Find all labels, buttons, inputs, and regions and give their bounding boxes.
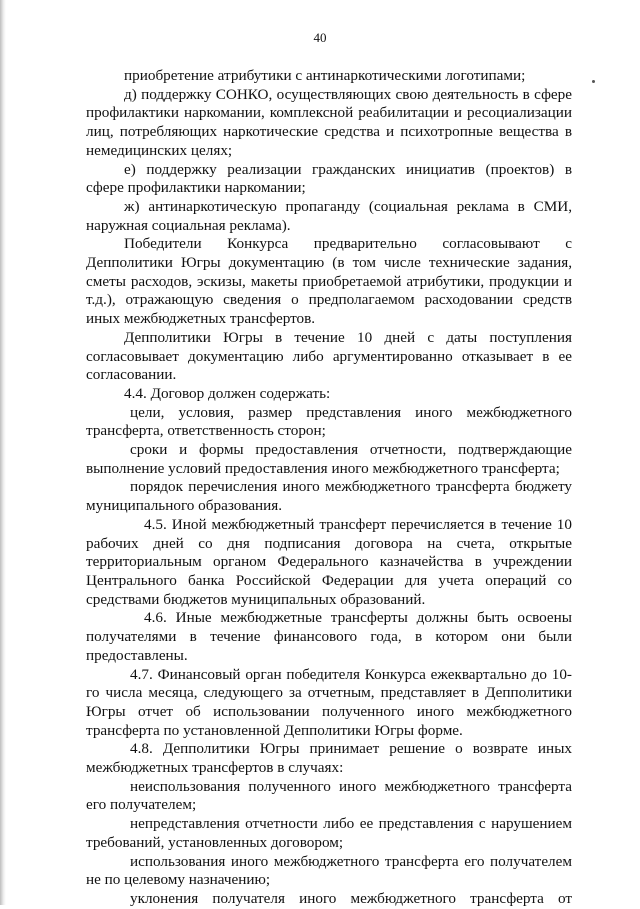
paragraph: порядок перечисления иного межбюджетного трансферта бюджету муниципального образования. <box>86 478 572 515</box>
paragraph: уклонения получателя иного межбюджетного трансферта от <box>130 889 572 907</box>
paragraph: цели, условия, размер представления иного межбюджетного трансферта, ответственность сторон; <box>86 403 572 440</box>
page-number: 40 <box>313 30 327 45</box>
paragraph: непредставления отчетности либо ее представления с нарушением требований, установленных договором; <box>86 815 572 851</box>
paragraph: д) поддержку СОНКО, осуществляющих свою деятельность в сфере профилактики наркомании, комплексной реабилитации и ресоциализации лиц, потребляющих наркотические средства и психотропные вещества в немедицинских целях; <box>86 85 572 159</box>
paragraph: 4.5. Иной межбюджетный трансферт перечисляется в течение 10 рабочих дней со дня подписания договора на счета, открытые территориальным органом Федерального казначейства в учреждении Центрального банка Российской Федерации для учета операций со средствами бюджетов муниципальных образований. <box>86 515 572 608</box>
scan-edge-shadow <box>0 0 6 905</box>
paragraph: 4.4. Договор должен содержать: <box>124 384 331 402</box>
paragraph: ж) антинаркотическую пропаганду (социальная реклама в СМИ, наружная социальная реклама). <box>86 197 572 234</box>
paragraph: 4.7. Финансовый орган победителя Конкурса ежеквартально до 10-го числа месяца, следующего за отчетным, представляет в Депполитики Югры отчет об использовании полученного иного межбюджетного трансферта по установленной Депполитики Югры форме. <box>86 665 572 739</box>
paragraph: Победители Конкурса предварительно согласовывают с Депполитики Югры документацию (в том числе технические задания, сметы расходов, эскизы, макеты приобретаемой атрибутики, продукции и т.д.), отражающую сведения о предполагаемом расходовании средств иных межбюджетных трансфертов. <box>86 235 572 328</box>
paragraph: 4.6. Иные межбюджетные трансферты должны быть освоены получателями в течение финансового года, в котором они были предоставлены. <box>86 609 572 664</box>
paragraph: 4.8. Депполитики Югры принимает решение о возврате иных межбюджетных трансфертов в случаях: <box>86 740 572 777</box>
paragraph: использования иного межбюджетного трансферта его получателем не по целевому назначению; <box>86 852 572 889</box>
paragraph: е) поддержку реализации гражданских инициатив (проектов) в сфере профилактики наркомании; <box>86 160 572 197</box>
paragraph: приобретение атрибутики с антинаркотическими логотипами; <box>124 67 526 84</box>
paragraph: сроки и формы предоставления отчетности, подтверждающие выполнение условий предоставления иного межбюджетного трансферта; <box>86 441 572 477</box>
paragraph: Депполитики Югры в течение 10 дней с даты поступления согласовывает документацию либо аргументированно отказывает в ее согласовании. <box>86 328 572 384</box>
scan-speck <box>592 80 595 83</box>
document-body <box>86 67 572 909</box>
paragraph: неиспользования полученного иного межбюджетного трансферта его получателем; <box>86 777 572 814</box>
